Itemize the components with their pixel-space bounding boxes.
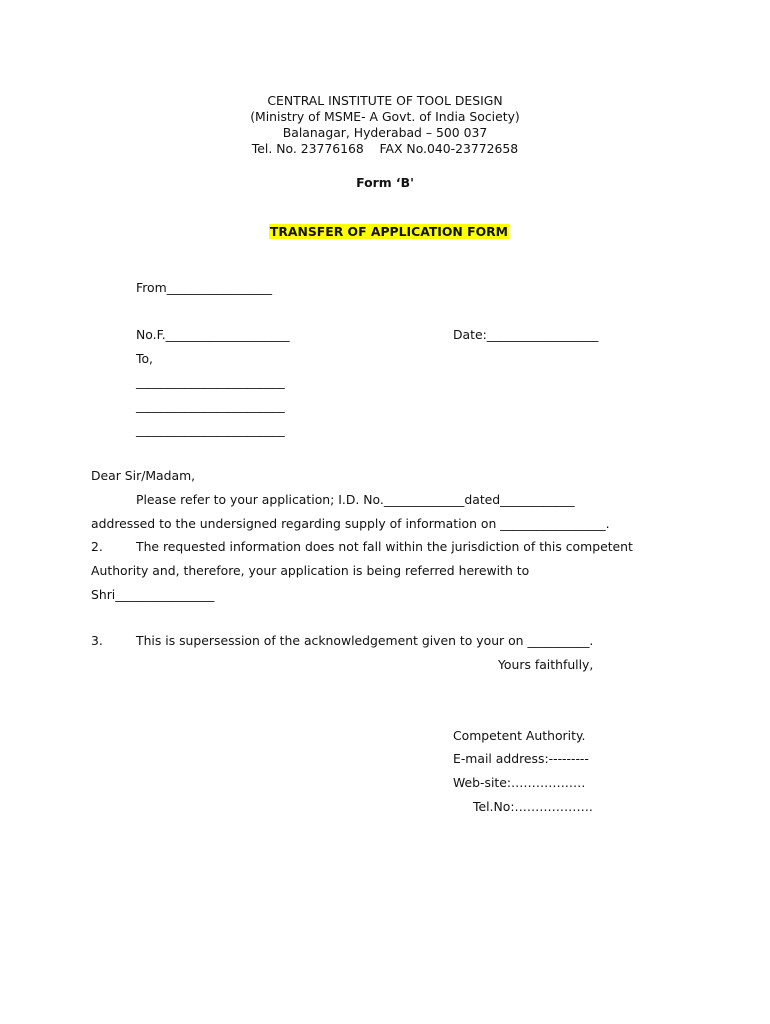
paragraph-3-number: 3. <box>91 633 103 648</box>
ministry-line: (Ministry of MSME- A Govt. of India Society) <box>250 109 520 124</box>
date-field: Date:__________________ <box>453 327 599 342</box>
paragraph-1-line-2: addressed to the undersigned regarding supply of information on _________________. <box>91 516 610 531</box>
contact-line: Tel. No. 23776168 FAX No.040-23772658 <box>251 141 519 156</box>
to-label: To, <box>136 351 153 366</box>
website: Web-site:……………… <box>453 775 586 790</box>
closing: Yours faithfully, <box>498 657 594 672</box>
to-address-line-1: ________________________ <box>136 374 285 389</box>
paragraph-2-number: 2. <box>91 539 103 554</box>
file-number-field: No.F.____________________ <box>136 327 290 342</box>
form-title: TRANSFER OF APPLICATION FORM <box>269 224 508 239</box>
org-name: CENTRAL INSTITUTE OF TOOL DESIGN <box>267 93 503 108</box>
competent-authority: Competent Authority. <box>453 728 586 743</box>
to-address-line-3: ________________________ <box>136 422 285 437</box>
email-address: E-mail address:--------- <box>453 751 589 766</box>
to-address-line-2: ________________________ <box>136 398 285 413</box>
form-label: Form ‘B' <box>356 175 414 190</box>
form-title-wrap <box>0 208 770 240</box>
from-field: From_________________ <box>136 280 273 295</box>
paragraph-2-line-2: Authority and, therefore, your application is being referred herewith to <box>91 563 530 578</box>
paragraph-1-line-1: Please refer to your application; I.D. No._____________dated____________ <box>136 492 575 507</box>
paragraph-2-line-1: The requested information does not fall within the jurisdiction of this competent <box>136 539 633 554</box>
paragraph-3-line-1: This is supersession of the acknowledgement given to your on __________. <box>136 633 594 648</box>
telephone: Tel.No:………………. <box>473 799 593 814</box>
paragraph-2-line-3: Shri________________ <box>91 587 215 602</box>
salutation: Dear Sir/Madam, <box>91 468 196 483</box>
address-line: Balanagar, Hyderabad – 500 037 <box>282 125 488 140</box>
